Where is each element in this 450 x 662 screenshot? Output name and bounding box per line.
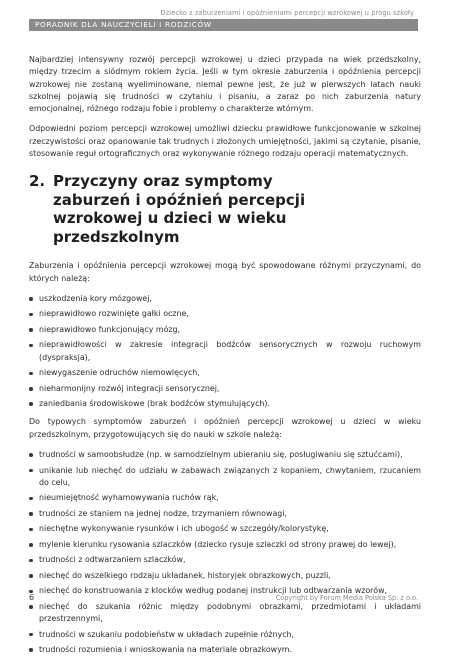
bullet-icon [29, 402, 33, 406]
list-item-text: mylenie kierunku rysowania szlaczków (dziecko rysuje szlaczki od strony prawej do lewej), [39, 539, 397, 549]
list-item-text: niechętne wykonywanie rysunków i ich ubogość w szczegóły/kolorystykę, [39, 524, 329, 534]
bullet-icon [29, 344, 33, 348]
list-item-text: trudności ze staniem na jednej nodze, trzymaniem równowagi, [39, 508, 288, 518]
bullet-icon [29, 453, 33, 457]
list-item [29, 339, 421, 364]
list-item [29, 629, 421, 641]
page-footer [29, 593, 418, 605]
bullet-icon [29, 328, 33, 332]
list-item-text: trudności w szukaniu podobieństw w układach zupełnie różnych, [39, 629, 295, 639]
bullet-icon [29, 387, 33, 391]
list-item-text: nieprawidłowo rozwinięte gałki oczne, [39, 309, 189, 319]
list-item-text: niechęć do szukania różnic między podobnymi obrazkami, przedmiotami i układami przestrzennymi, [39, 601, 421, 624]
list-item-text: trudności z odtwarzaniem szlaczków, [39, 555, 186, 565]
list-item [29, 293, 421, 305]
bullet-icon [29, 512, 33, 516]
list-item-text: niechęć do wszelkiego rodzaju układanek, historyjek obrazkowych, puzzli, [39, 570, 331, 580]
list-item [29, 308, 421, 320]
intro-paragraph-2: Odpowiedni poziom percepcji wzrokowej umożliwi dziecku prawidłowe funkcjonowanie w szkolnej rzeczywistości oraz opanowanie tak trudnych i złożonych umiejętności, jakimi są czytanie, pisanie, stosowanie reguł ortograficznych oraz wykonywanie różnego rodzaju operacji matematycznych. [29, 124, 421, 159]
bullet-icon [29, 559, 33, 563]
bullet-icon [29, 497, 33, 501]
symptoms-list [29, 449, 421, 656]
intro-paragraph-1: Najbardziej intensywny rozwój percepcji wzrokowej u dzieci przypada na wiek przedszkolny, między trzecim a siódmym rokiem życia. Jeśli w tym okresie zaburzenia i opóźnienia percepcji wzrokowej nie zostaną wyeliminowane, niemal pewne jest, że już w pierwszych latach nauki szkolnej pojawią się trudności w czytaniu i pisaniu, a zaraz po nich zaburzenia natury emocjonalnej, różnego rodzaju fobie i problemy o charakterze wtórnym. [29, 55, 421, 114]
list-item-text: uszkodzenia kory mózgowej, [39, 293, 152, 303]
list-item [29, 523, 421, 535]
section-bar-label: PORADNIK DLA NAUCZYCIELI I RODZICÓW [35, 20, 212, 29]
list-item-text: niechęć do konstruowania z klocków według podanej instrukcji lub odtwarzania wzorów, [39, 586, 388, 596]
list-item [29, 398, 421, 410]
bullet-icon [29, 372, 33, 376]
causes-lead: Zaburzenia i opóźnienia percepcji wzrokowej mogą być spowodowane różnymi przyczynami, do których należą: [29, 261, 421, 283]
list-item [29, 367, 421, 379]
list-item [29, 539, 421, 551]
main-content [29, 54, 421, 662]
bullet-icon [29, 633, 33, 637]
list-item-text: nieumiejętność wyhamowywania ruchów rąk, [39, 493, 219, 503]
list-item [29, 449, 421, 461]
list-item [29, 383, 421, 395]
bullet-icon [29, 528, 33, 532]
list-item [29, 554, 421, 566]
copyright-notice: Copyright by Forum Media Polska Sp. z o.o. [275, 594, 418, 602]
list-item-text: trudności w samoobsłudze (np. w samodzielnym ubieraniu się, posługiwaniu się sztućcami), [39, 450, 403, 460]
bullet-icon [29, 605, 33, 609]
section-bar [29, 19, 418, 31]
bullet-icon [29, 574, 33, 578]
list-item [29, 570, 421, 582]
bullet-icon [29, 469, 33, 473]
causes-list [29, 293, 421, 411]
list-item [29, 324, 421, 336]
bullet-icon [29, 543, 33, 547]
list-item-text: nieprawidłowo funkcjonujący mózg, [39, 324, 181, 334]
list-item-text: trudności rozumienia i wnioskowania na materiale obrazkowym. [39, 644, 292, 654]
list-item-text: nieprawidłowości w zakresie integracji bodźców sensorycznych w rozwoju ruchowym (dyspraksja), [39, 340, 421, 362]
list-item-text: zaniedbania środowiskowe (brak bodźców stymulujących). [39, 399, 271, 409]
list-item-text: nieharmonijny rozwój integracji sensorycznej, [39, 383, 220, 393]
section-title: Przyczyny oraz symptomy zaburzeń i opóźnień percepcji wzrokowej u dzieci w wieku przedszkolnym [53, 172, 306, 246]
list-item [29, 492, 421, 504]
bullet-icon [29, 648, 33, 652]
section-heading [29, 172, 421, 246]
bullet-icon [29, 297, 33, 301]
section-number: 2. [29, 172, 46, 191]
list-item [29, 644, 421, 656]
list-item [29, 465, 421, 490]
page-number: 6 [29, 593, 35, 602]
running-title: Dziecko z zaburzeniami i opóźnieniami percepcji wzrokowej u progu szkoły [160, 9, 414, 17]
list-item-text: unikanie lub niechęć do udziału w zabawach związanych z kopaniem, chwytaniem, rzucaniem do celu, [39, 465, 421, 487]
bullet-icon [29, 313, 33, 317]
list-item [29, 508, 421, 520]
list-item-text: niewygaszenie odruchów niemowlęcych, [39, 368, 200, 378]
symptoms-lead: Do typowych symptomów zaburzeń i opóźnień percepcji wzrokowej u dzieci w wieku przedszkolnym, przygotowujących się do nauki w szkole należą: [29, 417, 421, 439]
